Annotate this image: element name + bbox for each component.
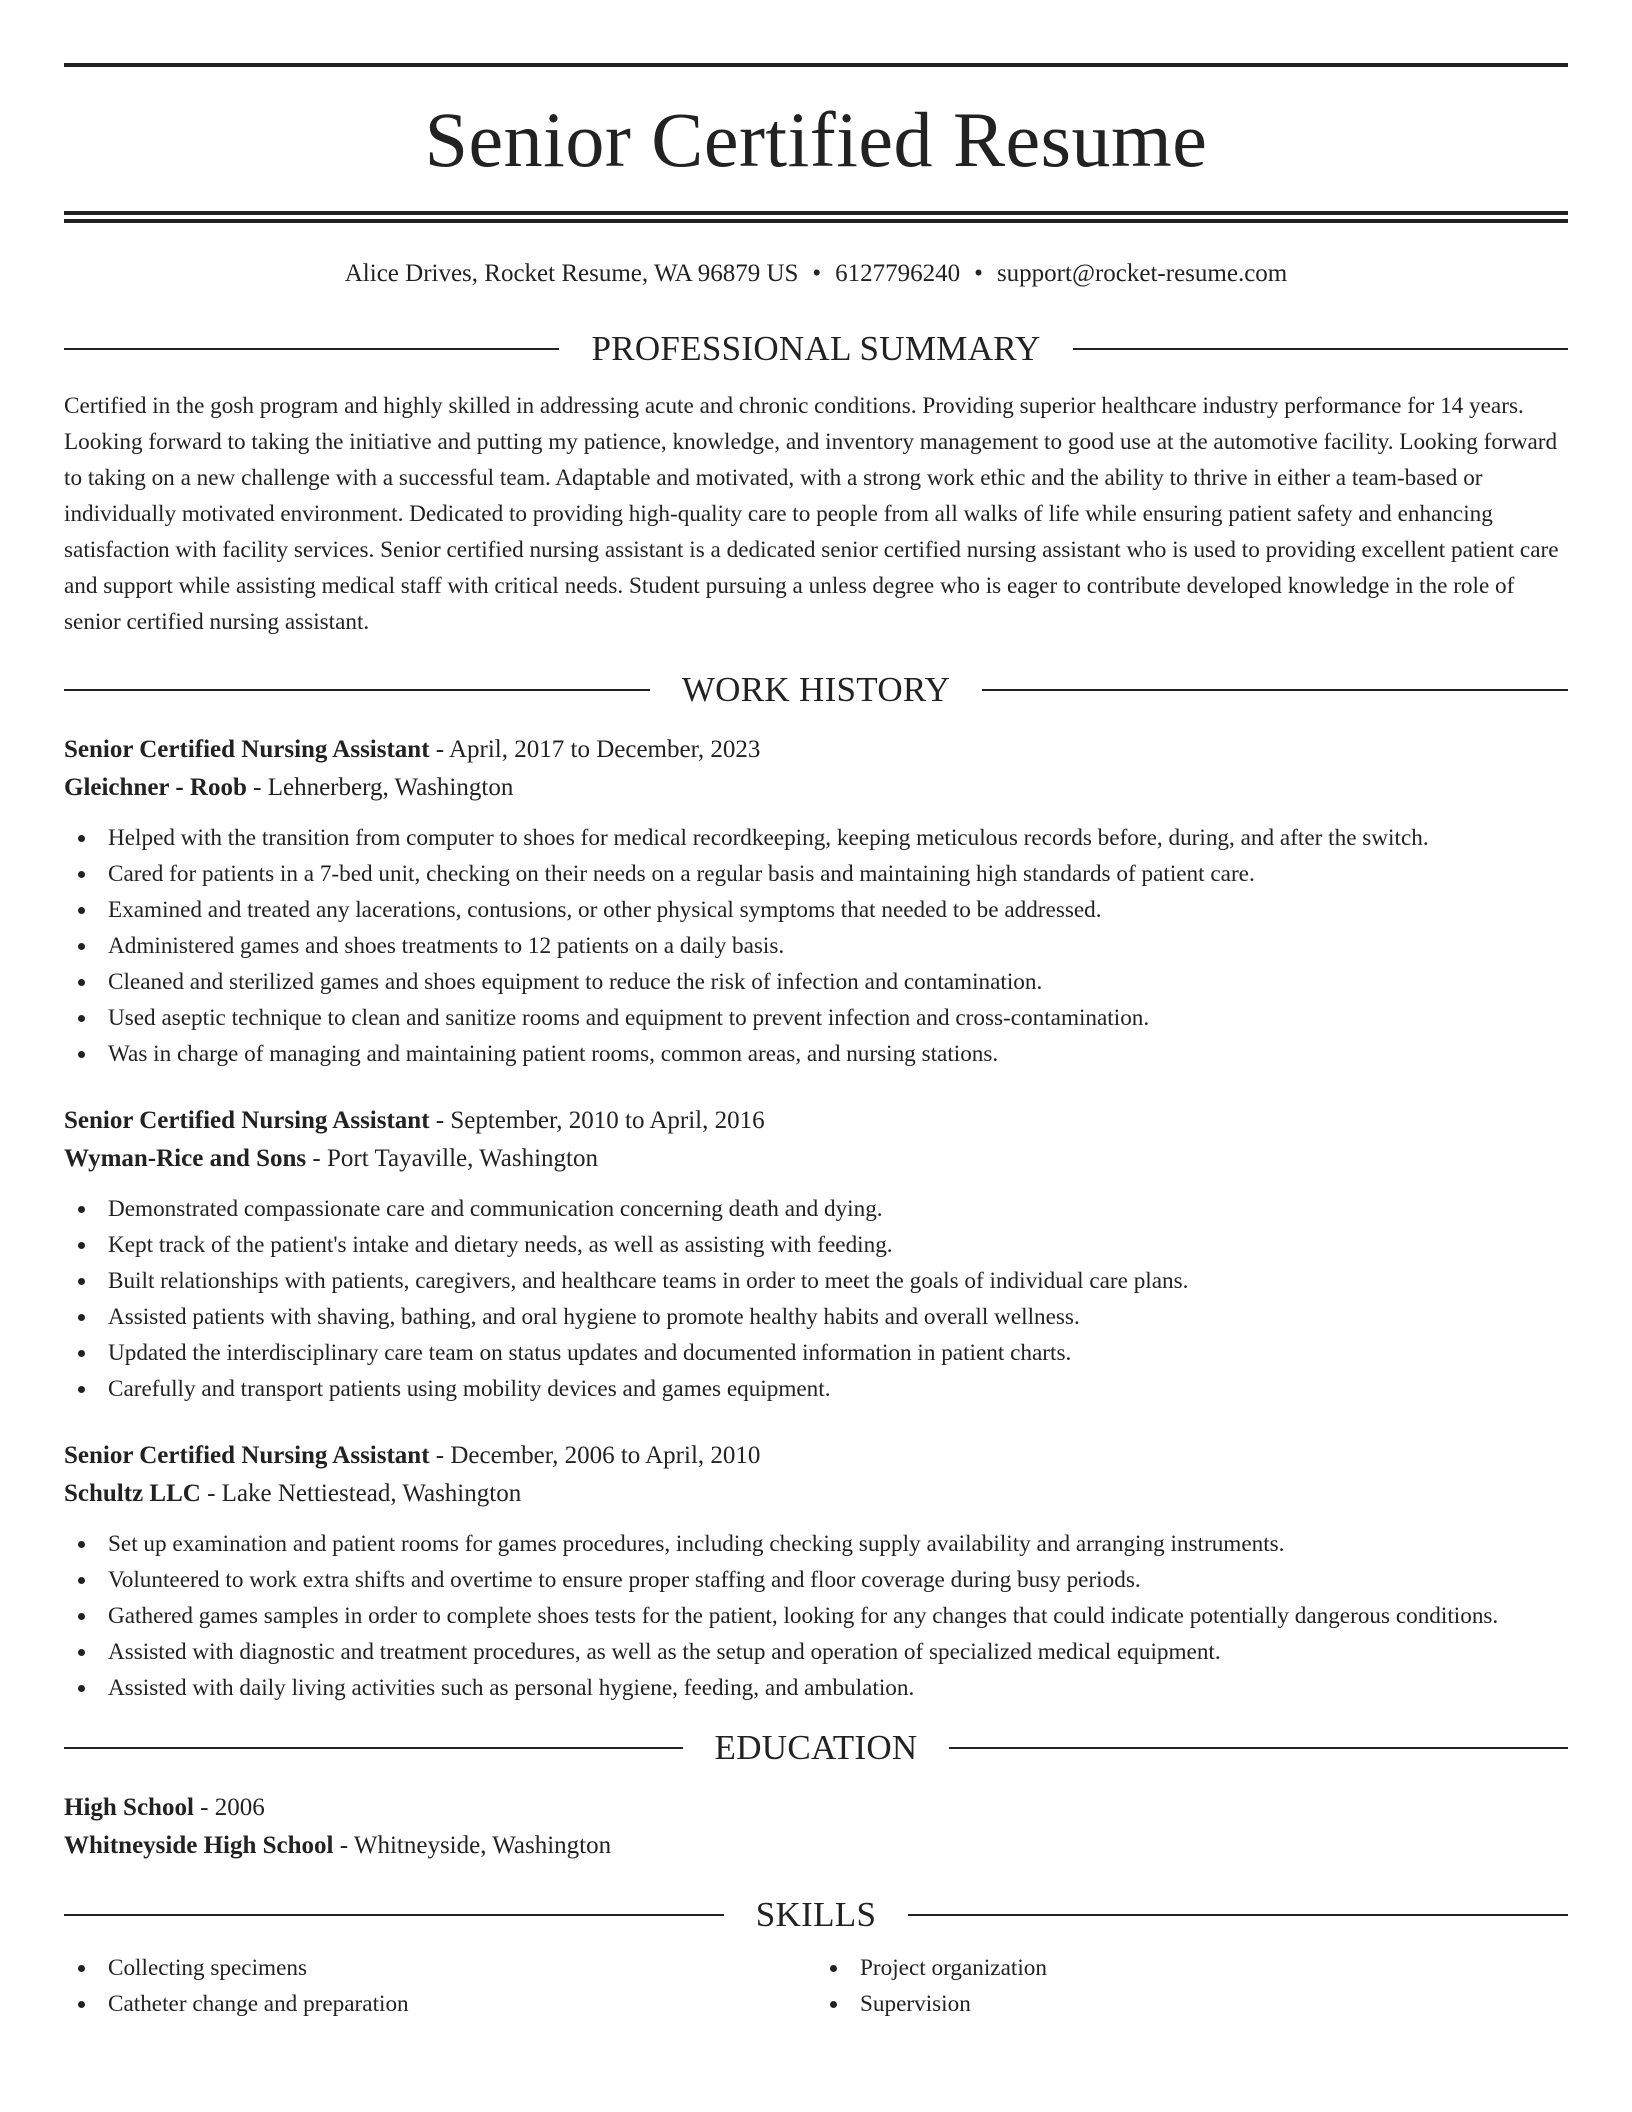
bullet-icon bbox=[78, 907, 85, 914]
list-item bbox=[64, 892, 1568, 928]
section-rule bbox=[982, 689, 1568, 691]
section-rule bbox=[64, 1747, 683, 1749]
skill-text: Project organization bbox=[860, 1955, 1047, 1981]
list-item bbox=[64, 856, 1568, 892]
bullet-text: Volunteered to work extra shifts and overtime to ensure proper staffing and floor coverage during busy periods. bbox=[108, 1567, 1141, 1593]
bullet-text: Updated the interdisciplinary care team on status updates and documented information in patient charts. bbox=[108, 1340, 1072, 1366]
section-header-skills bbox=[64, 1897, 1568, 1932]
bullet-text: Demonstrated compassionate care and communication concerning death and dying. bbox=[108, 1196, 883, 1222]
job-location: - Port Tayaville, Washington bbox=[306, 1145, 598, 1172]
bullet-text: Used aseptic technique to clean and sanitize rooms and equipment to prevent infection and cross-contamination. bbox=[108, 1005, 1150, 1031]
job-dates: - December, 2006 to April, 2010 bbox=[429, 1442, 761, 1469]
bullet-icon bbox=[78, 1015, 85, 1022]
job-employer: Wyman-Rice and Sons bbox=[64, 1145, 307, 1172]
skill-text: Supervision bbox=[860, 1991, 971, 2017]
list-item bbox=[64, 1986, 816, 2022]
bullet-icon bbox=[78, 1051, 85, 1058]
bullet-text: Set up examination and patient rooms for games procedures, including checking supply availability and arranging instruments. bbox=[108, 1531, 1285, 1557]
section-rule bbox=[64, 348, 559, 350]
bullet-text: Assisted patients with shaving, bathing, and oral hygiene to promote healthy habits and overall wellness. bbox=[108, 1304, 1080, 1330]
list-item bbox=[64, 1000, 1568, 1036]
list-item bbox=[816, 1986, 1568, 2022]
section-title-summary: PROFESSIONAL SUMMARY bbox=[591, 329, 1041, 368]
job-employer-line bbox=[64, 769, 1568, 807]
list-item bbox=[64, 1562, 1568, 1598]
bullet-icon bbox=[78, 1685, 85, 1692]
bullet-text: Administered games and shoes treatments to 12 patients on a daily basis. bbox=[108, 933, 785, 959]
job-bullets bbox=[64, 1526, 1568, 1706]
job-location: - Lehnerberg, Washington bbox=[246, 774, 514, 801]
bullet-icon bbox=[78, 2001, 85, 2008]
contact-line bbox=[64, 259, 1568, 289]
education-school: Whitneyside High School bbox=[64, 1832, 334, 1859]
contact-phone: 6127796240 bbox=[835, 260, 961, 287]
job-title-line bbox=[64, 1102, 1568, 1140]
bullet-icon bbox=[78, 1314, 85, 1321]
bullet-icon bbox=[78, 979, 85, 986]
section-rule bbox=[908, 1914, 1568, 1916]
list-item bbox=[64, 1036, 1568, 1072]
section-title-skills: SKILLS bbox=[755, 1895, 877, 1934]
job-employer: Gleichner - Roob bbox=[64, 774, 247, 801]
job-title: Senior Certified Nursing Assistant bbox=[64, 736, 430, 763]
job-location: - Lake Nettiestead, Washington bbox=[200, 1480, 522, 1507]
bullet-text: Helped with the transition from computer to shoes for medical recordkeeping, keeping meticulous records before, during, and after the switch. bbox=[108, 825, 1429, 851]
list-item bbox=[64, 1263, 1568, 1299]
bullet-icon bbox=[78, 871, 85, 878]
section-rule bbox=[64, 1914, 724, 1916]
bullet-icon bbox=[78, 1577, 85, 1584]
summary-text: Certified in the gosh program and highly skilled in addressing acute and chronic conditions. Providing superior healthcare industry performance for 14 years. Looking forward to taking the initiative and putting my patience, knowledge, and inventory management to good use at the automotive facility. Looking forward to taking on a new challenge with a successful team. Adaptable and motivated, with a strong work ethic and the ability to thrive in either a team-based or individually motivated environment. Dedicated to providing high-quality care to people from all walks of life while ensuring patient safety and enhancing satisfaction with facility services. Senior certified nursing assistant is a dedicated senior certified nursing assistant who is used to providing excellent patient care and support while assisting medical staff with critical needs. Student pursuing a unless degree who is eager to contribute developed knowledge in the role of senior certified nursing assistant. bbox=[64, 393, 1559, 635]
bullet-icon bbox=[78, 1350, 85, 1357]
job-entry bbox=[64, 1102, 1568, 1407]
education-degree-line bbox=[64, 1789, 1568, 1827]
section-header-summary bbox=[64, 331, 1568, 366]
skill-text: Collecting specimens bbox=[108, 1955, 307, 1981]
bullet-text: Examined and treated any lacerations, contusions, or other physical symptoms that needed to be addressed. bbox=[108, 897, 1102, 923]
bullet-text: Was in charge of managing and maintaining patient rooms, common areas, and nursing stations. bbox=[108, 1041, 999, 1067]
job-title-line bbox=[64, 731, 1568, 769]
bullet-text: Assisted with diagnostic and treatment procedures, as well as the setup and operation of specialized medical equipment. bbox=[108, 1639, 1221, 1665]
section-header-work bbox=[64, 672, 1568, 707]
skill-text: Catheter change and preparation bbox=[108, 1991, 409, 2017]
contact-separator: • bbox=[974, 260, 983, 287]
list-item bbox=[64, 928, 1568, 964]
bullet-icon bbox=[830, 1965, 837, 1972]
job-dates: - September, 2010 to April, 2016 bbox=[429, 1107, 765, 1134]
education-entry bbox=[64, 1789, 1568, 1865]
bullet-icon bbox=[78, 1613, 85, 1620]
list-item bbox=[64, 1598, 1568, 1634]
section-rule bbox=[1073, 348, 1568, 350]
bullet-text: Kept track of the patient's intake and dietary needs, as well as assisting with feeding. bbox=[108, 1232, 893, 1258]
skills-column-left bbox=[64, 1950, 816, 2022]
list-item bbox=[64, 1335, 1568, 1371]
section-rule bbox=[64, 689, 650, 691]
education-degree: High School bbox=[64, 1794, 194, 1821]
section-rule bbox=[949, 1747, 1568, 1749]
bullet-icon bbox=[78, 1278, 85, 1285]
list-item bbox=[64, 1634, 1568, 1670]
bullet-icon bbox=[78, 835, 85, 842]
bullet-text: Carefully and transport patients using mobility devices and games equipment. bbox=[108, 1376, 831, 1402]
bullet-icon bbox=[78, 1206, 85, 1213]
section-header-education bbox=[64, 1730, 1568, 1765]
list-item bbox=[64, 1670, 1568, 1706]
resume-name: Senior Certified Resume bbox=[424, 96, 1208, 183]
skills-column-right bbox=[816, 1950, 1568, 2022]
bullet-text: Gathered games samples in order to complete shoes tests for the patient, looking for any changes that could indicate potentially dangerous conditions. bbox=[108, 1603, 1499, 1629]
job-dates: - April, 2017 to December, 2023 bbox=[429, 736, 761, 763]
top-rule bbox=[64, 63, 1568, 67]
job-employer: Schultz LLC bbox=[64, 1480, 201, 1507]
list-item bbox=[64, 1371, 1568, 1407]
contact-separator: • bbox=[812, 260, 822, 287]
education-location: - Whitneyside, Washington bbox=[333, 1832, 612, 1859]
job-title: Senior Certified Nursing Assistant bbox=[64, 1107, 430, 1134]
list-item bbox=[64, 1227, 1568, 1263]
bullet-icon bbox=[78, 1242, 85, 1249]
bullet-icon bbox=[830, 2001, 837, 2008]
job-entry bbox=[64, 731, 1568, 1072]
bullet-text: Built relationships with patients, caregivers, and healthcare teams in order to meet the goals of individual care plans. bbox=[108, 1268, 1189, 1294]
job-title-line bbox=[64, 1437, 1568, 1475]
job-title: Senior Certified Nursing Assistant bbox=[64, 1442, 430, 1469]
job-employer-line bbox=[64, 1140, 1568, 1178]
bullet-text: Cared for patients in a 7-bed unit, checking on their needs on a regular basis and maintaining high standards of patient care. bbox=[108, 861, 1255, 887]
bullet-text: Cleaned and sterilized games and shoes equipment to reduce the risk of infection and contamination. bbox=[108, 969, 1043, 995]
bullet-icon bbox=[78, 1965, 85, 1972]
bullet-icon bbox=[78, 1386, 85, 1393]
bullet-text: Assisted with daily living activities such as personal hygiene, feeding, and ambulation. bbox=[108, 1675, 915, 1701]
list-item bbox=[64, 1950, 816, 1986]
list-item bbox=[64, 1299, 1568, 1335]
list-item bbox=[64, 820, 1568, 856]
list-item bbox=[64, 1191, 1568, 1227]
bullet-icon bbox=[78, 1541, 85, 1548]
skills-grid bbox=[64, 1950, 1568, 2022]
double-rule bbox=[64, 211, 1568, 223]
list-item bbox=[816, 1950, 1568, 1986]
section-title-work: WORK HISTORY bbox=[681, 670, 951, 709]
contact-address: Alice Drives, Rocket Resume, WA 96879 US bbox=[344, 260, 799, 287]
education-school-line bbox=[64, 1827, 1568, 1865]
section-title-education: EDUCATION bbox=[714, 1728, 918, 1767]
job-bullets bbox=[64, 1191, 1568, 1407]
bullet-icon bbox=[78, 1649, 85, 1656]
education-year: - 2006 bbox=[193, 1794, 265, 1821]
list-item bbox=[64, 1526, 1568, 1562]
job-employer-line bbox=[64, 1475, 1568, 1513]
bullet-icon bbox=[78, 943, 85, 950]
job-bullets bbox=[64, 820, 1568, 1072]
list-item bbox=[64, 964, 1568, 1000]
job-entry bbox=[64, 1437, 1568, 1706]
contact-email: support@rocket-resume.com bbox=[996, 260, 1288, 287]
